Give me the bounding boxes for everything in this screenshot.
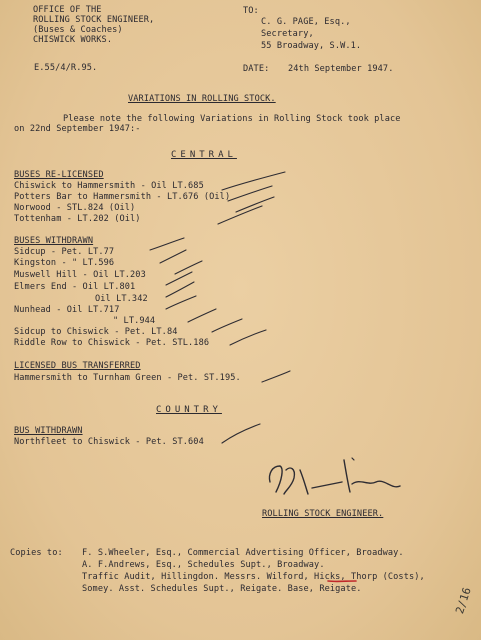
copies-label: Copies to: bbox=[10, 548, 63, 558]
list-item: Northfleet to Chiswick - Pet. ST.604 bbox=[14, 437, 204, 447]
intro-line: on 22nd September 1947:- bbox=[14, 124, 141, 134]
list-item: Sidcup - Pet. LT.77 bbox=[14, 247, 115, 257]
addressee-line: Secretary, bbox=[261, 29, 314, 39]
list-item: Sidcup to Chiswick - Pet. LT.84 bbox=[14, 327, 178, 337]
reference-number: E.55/4/R.95. bbox=[34, 63, 98, 73]
office-line: OFFICE OF THE bbox=[33, 5, 102, 15]
signatory-title: ROLLING STOCK ENGINEER. bbox=[262, 509, 384, 519]
signature bbox=[269, 458, 400, 494]
list-item: Chiswick to Hammersmith - Oil LT.685 bbox=[14, 181, 204, 191]
office-line: CHISWICK WORKS. bbox=[33, 35, 113, 45]
section-heading-central: CENTRAL bbox=[171, 150, 237, 160]
document-title: VARIATIONS IN ROLLING STOCK. bbox=[128, 94, 276, 104]
list-item: Tottenham - LT.202 (Oil) bbox=[14, 214, 141, 224]
list-item: Muswell Hill - Oil LT.203 bbox=[14, 270, 146, 280]
section-heading-country: COUNTRY bbox=[156, 405, 222, 415]
list-item: " LT.944 bbox=[113, 316, 156, 326]
list-item: Hammersmith to Turnham Green - Pet. ST.195. bbox=[14, 373, 241, 383]
list-item: Kingston - " LT.596 bbox=[14, 258, 115, 268]
subheading-withdrawn: BUSES WITHDRAWN bbox=[14, 236, 94, 246]
list-item: Norwood - STL.824 (Oil) bbox=[14, 203, 136, 213]
handwritten-annotation: 2/16 bbox=[453, 585, 474, 616]
intro-line: Please note the following Variations in Rolling Stock took place bbox=[63, 114, 401, 124]
copy-recipient-line: A. F.Andrews, Esq., Schedules Supt., Broadway. bbox=[82, 560, 325, 570]
addressee-line: C. G. PAGE, Esq., bbox=[261, 17, 351, 27]
copy-recipient-line: F. S.Wheeler, Esq., Commercial Advertising Officer, Broadway. bbox=[82, 548, 404, 558]
office-line: ROLLING STOCK ENGINEER, bbox=[33, 15, 155, 25]
to-label: TO: bbox=[243, 6, 259, 16]
list-item: Nunhead - Oil LT.717 bbox=[14, 305, 120, 315]
date-value: 24th September 1947. bbox=[288, 64, 394, 74]
list-item: Potters Bar to Hammersmith - LT.676 (Oil) bbox=[14, 192, 231, 202]
addressee-line: 55 Broadway, S.W.1. bbox=[261, 41, 362, 51]
list-item: Oil LT.342 bbox=[95, 294, 148, 304]
list-item: Riddle Row to Chiswick - Pet. STL.186 bbox=[14, 338, 210, 348]
office-line: (Buses & Coaches) bbox=[33, 25, 123, 35]
subheading-transferred: LICENSED BUS TRANSFERRED bbox=[14, 361, 141, 371]
tick-marks bbox=[150, 172, 290, 443]
list-item: Elmers End - Oil LT.801 bbox=[14, 282, 136, 292]
date-label: DATE: bbox=[243, 64, 270, 74]
copy-recipient-line: Somey. Asst. Schedules Supt., Reigate. Base, Reigate. bbox=[82, 584, 362, 594]
subheading-bus-withdrawn: BUS WITHDRAWN bbox=[14, 426, 83, 436]
subheading-relicensed: BUSES RE-LICENSED bbox=[14, 170, 104, 180]
copy-recipient-line: Traffic Audit, Hillingdon. Messrs. Wilford, Hicks, Thorp (Costs), bbox=[82, 572, 425, 582]
